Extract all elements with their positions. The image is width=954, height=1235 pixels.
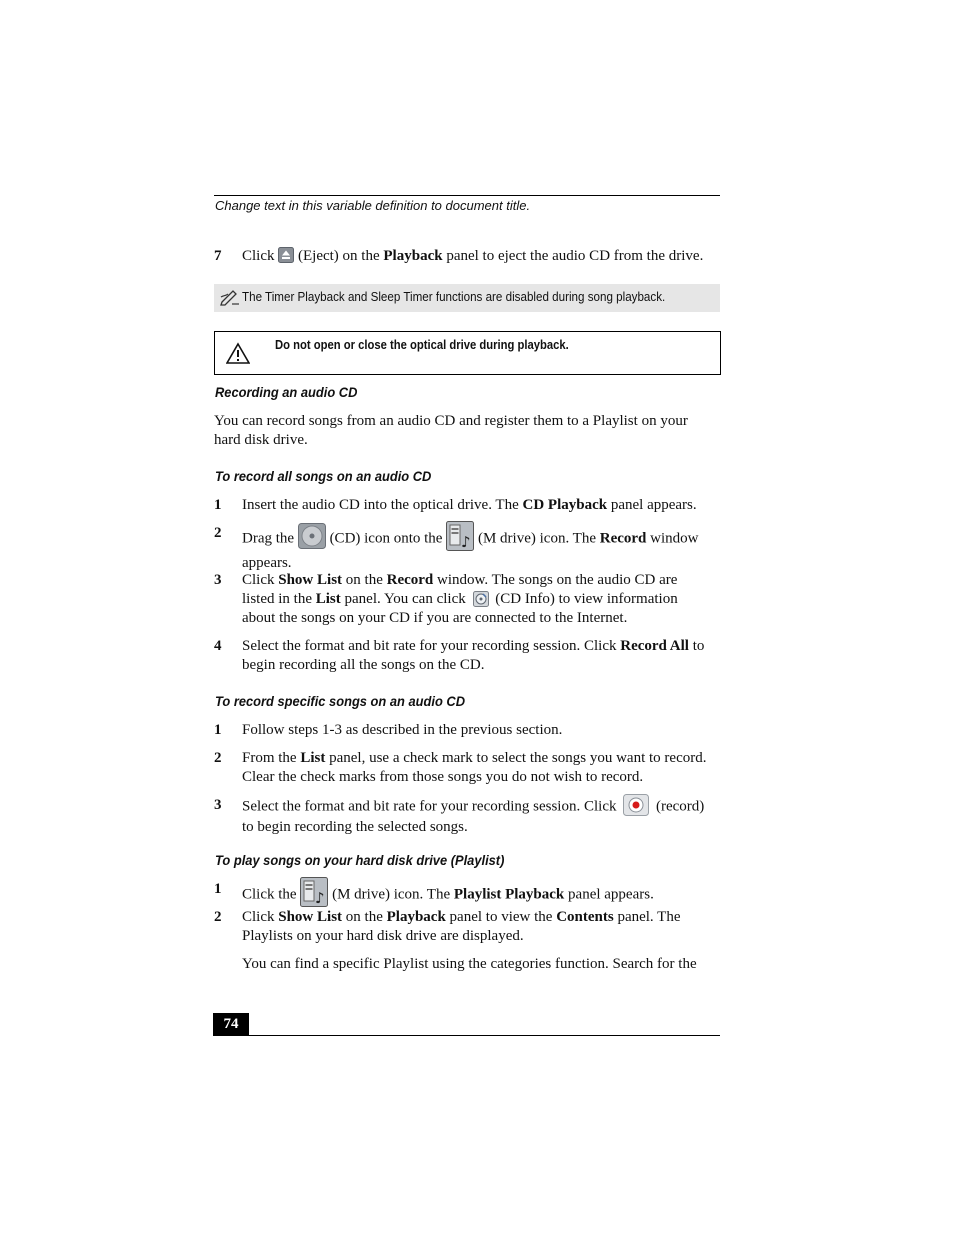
document-title: Change text in this variable definition to document title. xyxy=(215,198,531,213)
procedure-heading-record-all: To record all songs on an audio CD xyxy=(215,468,432,484)
section-intro: You can record songs from an audio CD and register them to a Playlist on your hard disk drive. xyxy=(214,413,688,448)
record-icon xyxy=(623,794,649,816)
procB-step-1: 1 Follow steps 1-3 as described in the previous section. xyxy=(214,722,563,738)
procedure-heading-record-specific: To record specific songs on an audio CD xyxy=(215,693,466,709)
eject-icon xyxy=(278,247,294,263)
page-number: 74 xyxy=(213,1013,249,1036)
cd-icon xyxy=(298,523,326,549)
step-7: 7 Click (Eject) on the Playback panel to eject the audio CD from the drive. xyxy=(214,248,704,264)
warning-icon xyxy=(226,342,250,364)
procB-step-3: 3 Select the format and bit rate for your recording session. Click (record) to begin recording the selected songs. xyxy=(214,796,724,837)
m-drive-icon xyxy=(446,521,474,551)
step-number: 7 xyxy=(214,248,222,264)
warning-text: Do not open or close the optical drive during playback. xyxy=(275,338,569,352)
note-box xyxy=(214,284,720,312)
header-rule xyxy=(214,195,720,196)
note-pencil-icon xyxy=(220,288,240,306)
procC-step-1: 1 Click the ♪ (M drive) icon. The Playlist Playback panel appears. xyxy=(214,880,724,910)
procC-step-2: 2 Click Show List on the Playback panel to view the Contents panel. The Playlists on your hard disk drive are displayed. xyxy=(214,909,681,944)
svg-text:♪: ♪ xyxy=(315,889,325,907)
cd-info-icon xyxy=(473,591,489,607)
procC-continuation: You can find a specific Playlist using the categories function. Search for the xyxy=(242,956,697,972)
note-text: The Timer Playback and Sleep Timer functions are disabled during song playback. xyxy=(242,290,666,304)
procA-step-3: 3 Click Show List on the Record window. The songs on the audio CD are listed in the List panel. You can click (CD Info) to view information about the songs on your CD if you are connected to the Internet. xyxy=(214,572,678,626)
m-drive-icon xyxy=(300,877,328,907)
svg-text:♪: ♪ xyxy=(461,533,471,551)
procB-step-2: 2 From the List panel, use a check mark to select the songs you want to record. Clear the check marks from those songs you do not wish to record. xyxy=(214,750,707,785)
warning-box xyxy=(214,331,721,375)
procA-step-1: 1 Insert the audio CD into the optical drive. The CD Playback panel appears. xyxy=(214,497,697,513)
section-heading-recording: Recording an audio CD xyxy=(215,384,358,400)
procedure-heading-playlist: To play songs on your hard disk drive (Playlist) xyxy=(215,852,505,868)
footer-rule xyxy=(214,1035,720,1036)
procA-step-4: 4 Select the format and bit rate for your recording session. Click Record All to begin recording all the songs on the CD. xyxy=(214,638,705,673)
procA-step-2: 2 Drag the (CD) icon onto the ♪ (M drive) icon. The Record window appears. xyxy=(214,524,724,573)
